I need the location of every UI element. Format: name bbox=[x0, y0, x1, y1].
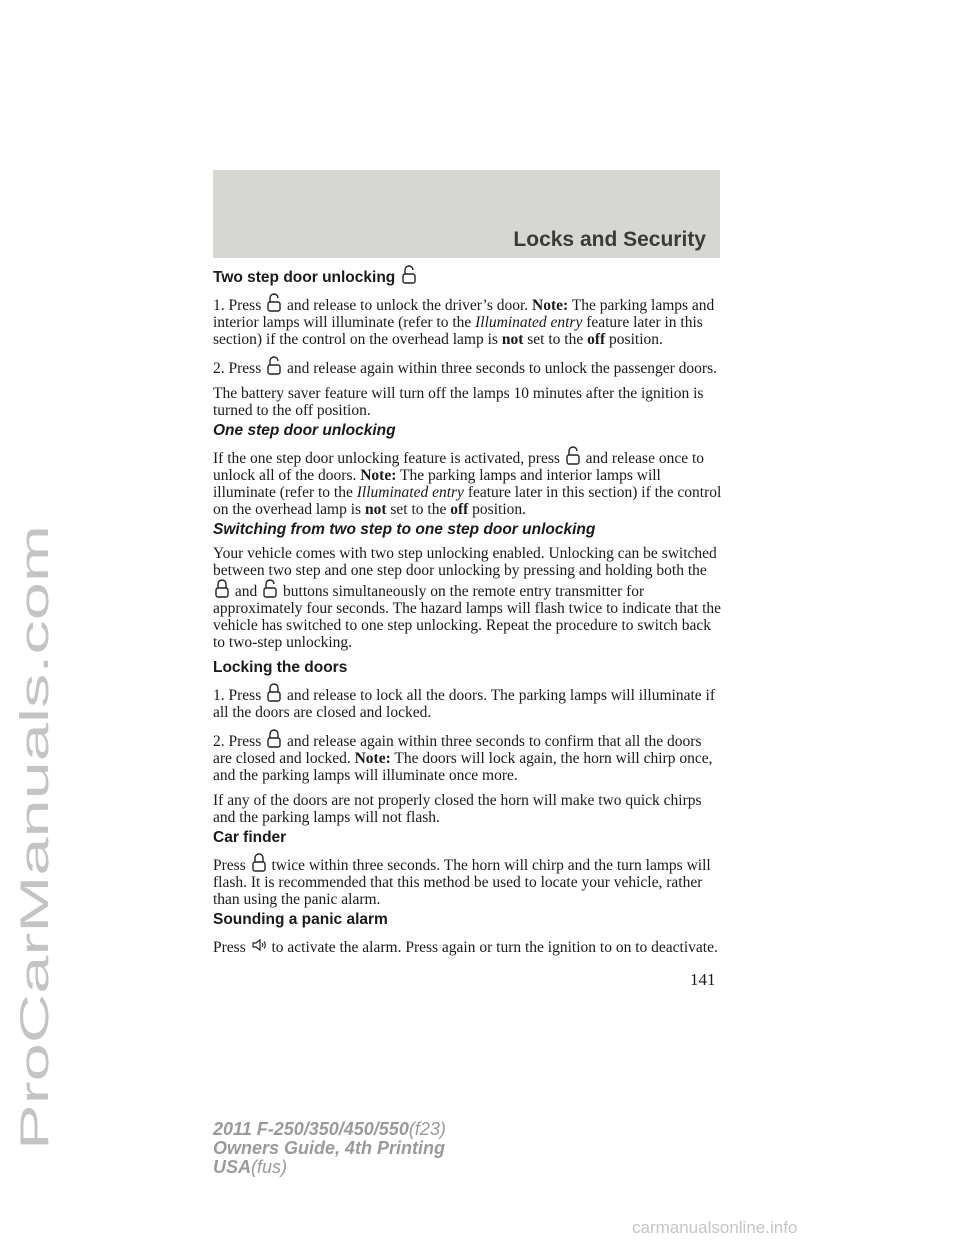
lock-icon bbox=[251, 853, 267, 873]
unlock-icon bbox=[266, 356, 282, 376]
paragraph: 1. Press and release to lock all the doors. The parking lamps will illuminate if all the doors are closed and locked. bbox=[213, 683, 723, 721]
watermark-left-text: ProCarManuals.com bbox=[13, 785, 57, 1150]
lock-icon bbox=[266, 729, 282, 749]
paragraph: If any of the doors are not properly closed the horn will make two quick chirps and the parking lamps will not flash. bbox=[213, 792, 702, 826]
paragraph: 2. Press and release again within three seconds to unlock the passenger doors. bbox=[213, 356, 723, 377]
paragraph: Your vehicle comes with two step unlocking enabled. Unlocking can be switched between two step and one step door unlocking by pressing and holding both the and buttons simultaneously on the remote entry transmitter for approximately four seconds. The hazard lamps will flash twice to indicate that the vehicle has switched to one step unlocking. Repeat the procedure to switch back to two-step unlocking. bbox=[213, 545, 722, 651]
paragraph: If the one step door unlocking feature is activated, press and release once to unlock all of the doors. Note: The parking lamps and interior lamps will illuminate (refer to the Illuminated entry feature later in this section) if the control on the overhead lamp is not set to the off position. bbox=[213, 446, 723, 518]
heading-panic: Sounding a panic alarm bbox=[213, 911, 388, 928]
paragraph: 1. Press and release to unlock the driver’s door. Note: The parking lamps and interior lamps will illuminate (refer to the Illuminated entry feature later in this section) if the control on the overhead lamp is not set to the off position. bbox=[213, 293, 723, 348]
unlock-icon bbox=[266, 293, 282, 313]
lock-icon bbox=[214, 579, 230, 599]
heading-switching: Switching from two step to one step door unlocking bbox=[213, 521, 596, 538]
heading-two-step: Two step door unlocking bbox=[213, 265, 723, 287]
section-title: Locks and Security bbox=[513, 228, 706, 251]
section-header-box bbox=[213, 170, 720, 258]
paragraph: 2. Press and release again within three seconds to confirm that all the doors are closed and locked. Note: The doors will lock again, the horn will chirp once, and the parking lamps will illuminate once more. bbox=[213, 729, 723, 784]
horn-icon bbox=[251, 935, 267, 955]
heading-car-finder: Car finder bbox=[213, 829, 287, 846]
footer-line-3: USA(fus) bbox=[213, 1157, 288, 1177]
page-number: 141 bbox=[690, 970, 716, 989]
lock-icon bbox=[266, 683, 282, 703]
heading-locking: Locking the doors bbox=[213, 659, 348, 676]
footer-line-1: 2011 F-250/350/450/550(f23) bbox=[213, 1119, 446, 1139]
heading-one-step: One step door unlocking bbox=[213, 422, 396, 439]
unlock-icon bbox=[262, 579, 278, 599]
page-content bbox=[213, 265, 723, 964]
watermark-bottom: carmanualsonline.info bbox=[632, 1218, 798, 1237]
paragraph: The battery saver feature will turn off the lamps 10 minutes after the ignition is turned to the off position. bbox=[213, 385, 704, 419]
unlock-icon bbox=[565, 446, 581, 466]
footer bbox=[213, 1120, 446, 1177]
unlock-icon bbox=[401, 265, 417, 285]
footer-line-2: Owners Guide, 4th Printing bbox=[213, 1138, 446, 1158]
paragraph: Press to activate the alarm. Press again or turn the ignition to on to deactivate. bbox=[213, 935, 723, 956]
paragraph: Press twice within three seconds. The horn will chirp and the turn lamps will flash. It is recommended that this method be used to locate your vehicle, rather than using the panic alarm. bbox=[213, 853, 723, 908]
watermark-left bbox=[4, 510, 60, 1150]
